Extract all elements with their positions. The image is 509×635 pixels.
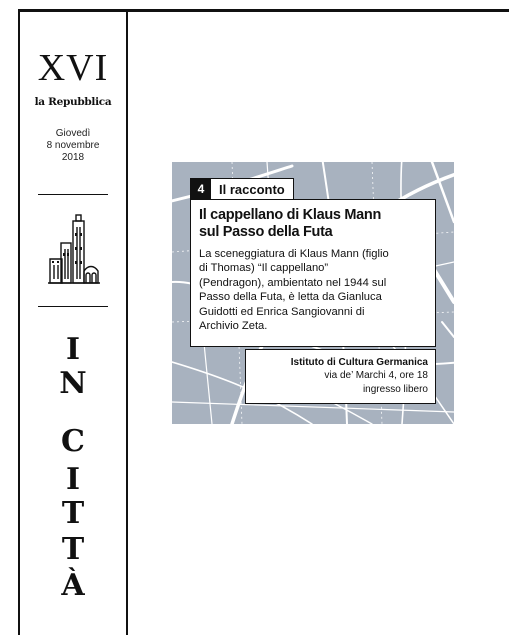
category-tag [190,178,294,200]
event-body [199,247,427,333]
letter: T [61,532,85,567]
divider [38,194,108,195]
page-number: XVI [37,47,109,89]
category-label: Il racconto [219,181,285,197]
body-line: Passo della Futa, è letta da Gianluca [199,291,382,304]
letter: I [65,462,81,497]
letter: C [61,424,85,459]
body-line: di Thomas) “Il cappellano” [199,262,329,275]
event-address-time: via de’ Marchi 4, ore 18 [324,370,428,382]
masthead: la Repubblica [34,96,112,108]
bologna-towers-icon [48,213,102,291]
event-info-box [245,349,436,404]
letter: I [65,332,81,367]
event-venue: Istituto di Cultura Germanica [290,357,428,368]
date-day-month: 8 novembre [46,140,100,151]
date-year: 2018 [61,152,85,163]
letter: À [61,568,85,603]
sidebar [20,12,126,635]
letter: T [61,496,85,531]
column-divider [126,9,128,635]
event-entry: ingresso libero [362,383,428,395]
divider [38,306,108,307]
letter: N [59,366,87,401]
body-line: Archivio Zeta. [199,320,268,333]
event-description-box [190,199,436,347]
date [20,128,126,164]
body-line: Guidotti ed Enrica Sangiovanni di [199,305,365,318]
event-headline [199,207,427,241]
body-line: La sceneggiatura di Klaus Mann (figlio [199,248,389,260]
body-line: (Pendragon), ambientato nel 1944 sul [199,276,387,289]
date-weekday: Giovedì [55,128,91,139]
headline-line: sul Passo della Futa [199,224,333,240]
event-number: 4 [191,179,211,199]
headline-line: Il cappellano di Klaus Mann [199,207,382,223]
